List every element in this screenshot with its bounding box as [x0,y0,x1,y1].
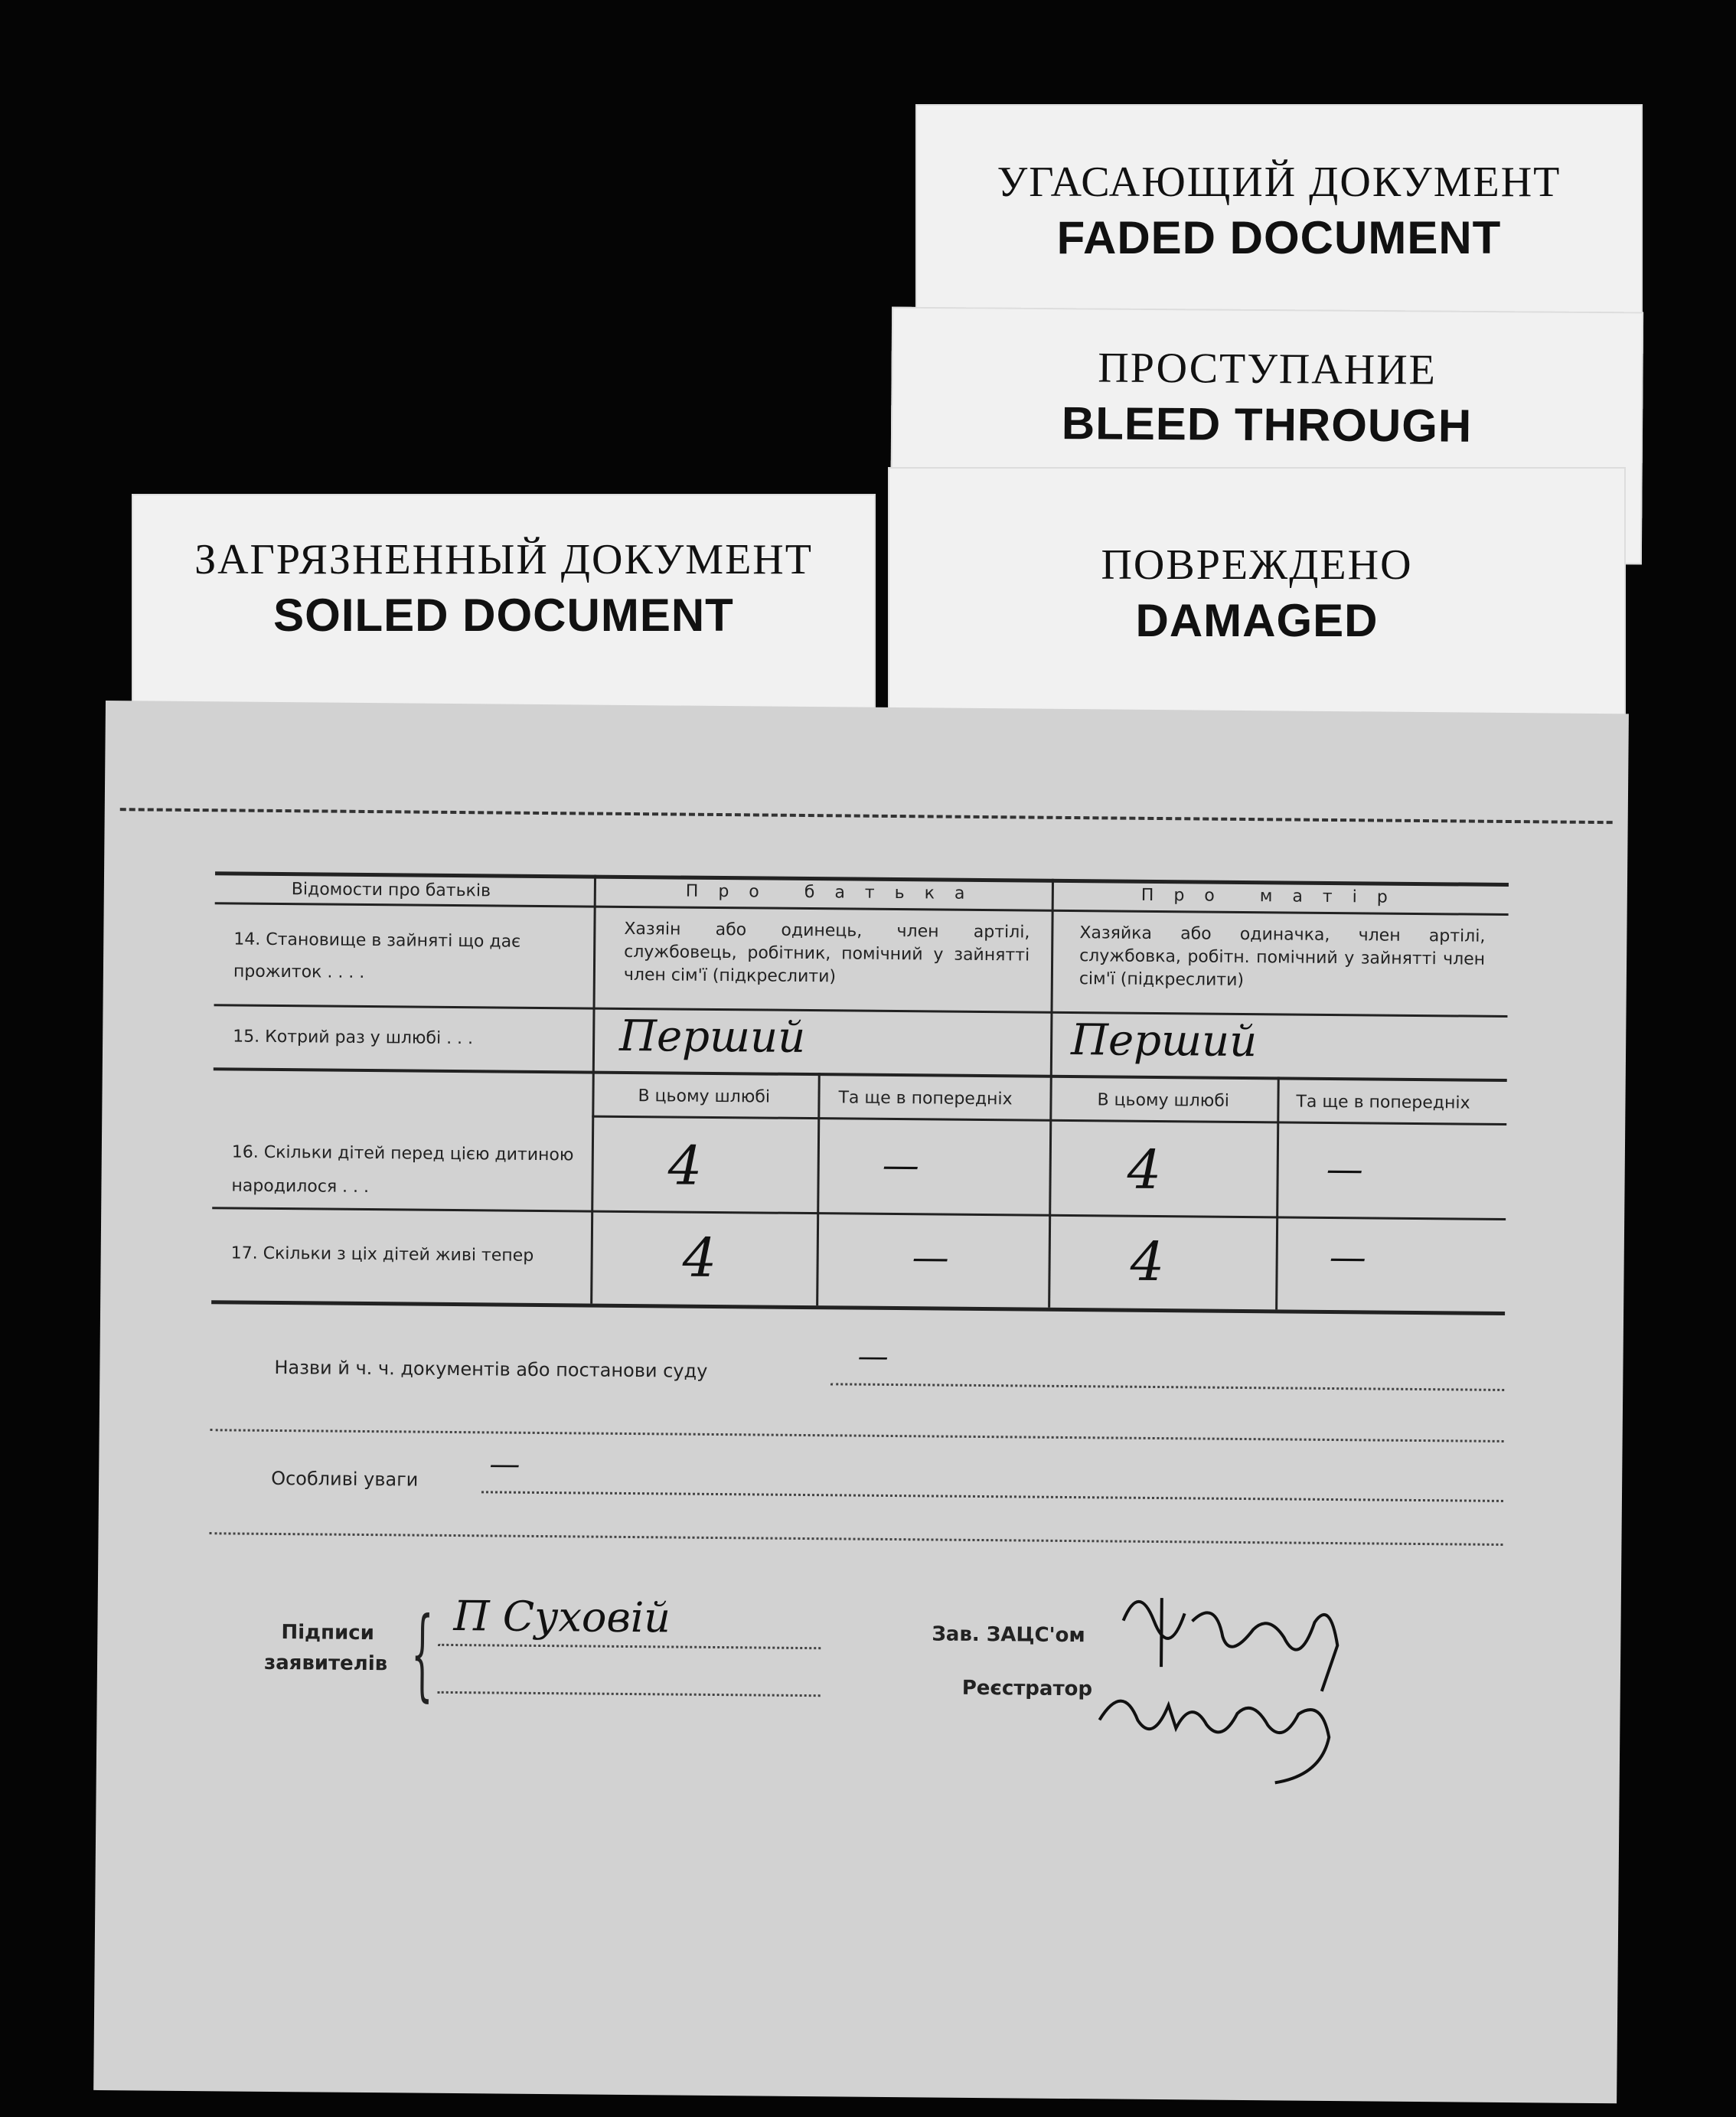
signature-dotted-line-1 [438,1644,821,1649]
damaged-en-label: DAMAGED [1135,595,1379,646]
header-about-mother: Про матір [1140,885,1408,907]
damaged-card [888,467,1626,727]
row16-rule [212,1207,1506,1220]
row17-father-previous: — [912,1236,949,1279]
subheader-father-this: В цьому шлюбі [638,1086,771,1107]
row17-label: 17. Скільки з ціх дітей живі тепер [230,1243,534,1266]
notes-dotted-line-2 [210,1532,1503,1546]
table-bottom-rule [211,1300,1505,1315]
col-divider-2 [1048,879,1054,1308]
row15-rule [214,1067,1507,1082]
damaged-ru-label: ПОВРЕЖДЕНО [1101,541,1413,589]
documents-dotted-line-2 [210,1429,1504,1442]
signatures-label-1: Підписи [281,1621,374,1645]
row17-mother-this: 4 [1130,1230,1165,1294]
bleed-en-label: BLEED THROUGH [1061,397,1473,452]
row16-label: 16. Скільки дітей перед цією дитиною народилося . . . [231,1142,574,1197]
signatures-brace: { [410,1595,434,1712]
documents-label: Назви й ч. ч. документів або постанови суду [274,1356,708,1382]
tear-line [120,808,1613,824]
row15-label: 15. Котрий раз у шлюбі . . . [233,1027,474,1049]
soiled-ru-label: ЗАГРЯЗНЕННЫЙ ДОКУМЕНТ [194,536,813,583]
registrar-label: Реєстратор [961,1676,1093,1701]
subheader-father-previous: Та ще в попередніх [838,1088,1013,1109]
subheader-mother-this: В цьому шлюбі [1097,1090,1230,1111]
faded-ru-label: УГАСАЮЩИЙ ДОКУМЕНТ [997,158,1561,206]
header-parents-info: Відомости про батьків [291,880,491,901]
row17-mother-previous: — [1329,1235,1366,1279]
soiled-en-label: SOILED DOCUMENT [273,590,734,641]
row14-label: 14. Становище в зайняті що дає прожиток . . . . [233,929,521,982]
signature-dotted-line-2 [438,1691,821,1697]
header-about-father: Про батька [685,881,985,904]
row14-mother-options: Хазяйка або одиначка, член артілі, службовка, робітн. помічний у зайнятті член сім'ї (підкреслити) [1078,923,1486,990]
notes-dotted-line [481,1491,1503,1502]
signatures-label-2: заявителів [263,1651,388,1676]
row16-mother-this: 4 [1127,1138,1162,1202]
notes-value: — [489,1446,520,1482]
row16-father-previous: — [882,1143,919,1188]
document-sheet [93,701,1629,2103]
registrar-signature [1091,1651,1398,1806]
row14-father-options: Хазяін або одинець, член артілі, службовець, робітник, помічний у зайнятті член сім'ї (підкреслити) [623,919,1030,987]
col-divider-1 [590,875,596,1304]
row15-father-handwritten: Перший [618,1011,806,1063]
row15-mother-handwritten: Перший [1070,1015,1258,1067]
documents-value: — [857,1338,889,1374]
row14-rule [214,1004,1508,1018]
row16-father-this: 4 [667,1134,703,1197]
bleed-ru-label: ПРОСТУПАНИЕ [1098,344,1437,394]
documents-dotted-line [830,1383,1504,1391]
subheader-mother-previous: Та ще в попередніх [1296,1092,1470,1113]
head-of-registry-label: Зав. ЗАЦС'ом [932,1622,1085,1648]
applicant-signature: П Суховій [453,1592,671,1642]
col-divider-3 [816,1073,821,1305]
faded-en-label: FADED DOCUMENT [1056,212,1502,263]
row16-mother-previous: — [1326,1147,1363,1191]
col-divider-4 [1275,1076,1280,1309]
soiled-document-card [132,494,876,724]
row17-father-this: 4 [682,1226,717,1289]
notes-label: Особливі уваги [271,1467,419,1491]
